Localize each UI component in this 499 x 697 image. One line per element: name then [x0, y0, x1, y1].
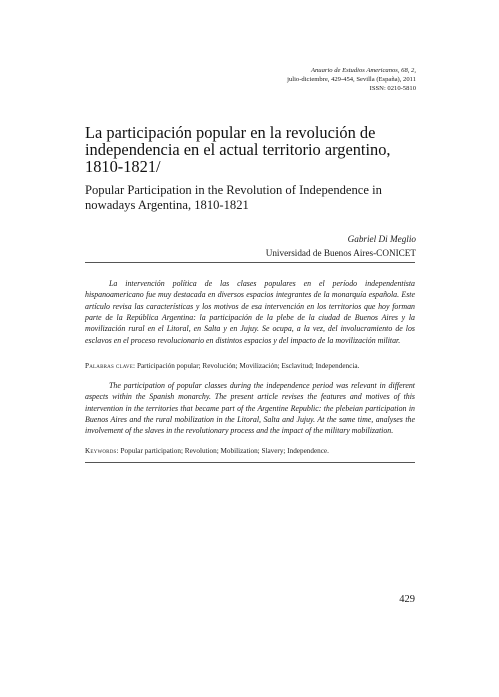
- keywords-spanish-label: Palabras clave:: [85, 362, 136, 370]
- abstract-english: [85, 380, 415, 437]
- author-block: [156, 232, 416, 260]
- article-title-spanish: La participación popular en la revolución de independencia en el actual territorio argentino, 1810-1821/: [85, 123, 391, 176]
- abstract-english-text: The participation of popular classes during the independence period was relevant in different aspects within the Spanish monarchy. The present article revises the features and motives of this intervention in the territories that became part of the Argentine Republic: the plebeian participation in Buenos Aires and the rural mobilization in the Litoral, Salta and Jujuy. At the same time, analyses the involvement of the slaves in the revolutionary process and the impact of the military mobilization.: [85, 381, 415, 436]
- keywords-english-label: Keywords:: [85, 447, 119, 455]
- abstract-spanish-text: La intervención política de las clases populares en el período independentista hispanoamericano fue muy destacada en diversos espacios integrantes de la monarquía española. Este artículo revisa las características y los motivos de esa intervención en los territorios que hoy forman parte de la República Argentina: la participación de la plebe de la ciudad de Buenos Aires y la movilización rural en el Litoral, en Salta y en Jujuy. Se ocupa, a la vez, del involucramiento de los esclavos en el proceso revolucionario en distintos espacios y del impacto de la movilización militar.: [85, 279, 415, 345]
- keywords-spanish-terms: Participación popular; Revolución; Movilización; Esclavitud; Independencia.: [136, 362, 360, 370]
- journal-dates-pages: julio-diciembre, 429-454, Sevilla (España), 2011: [287, 76, 416, 83]
- keywords-english: [85, 446, 415, 456]
- author-name: Gabriel Di Meglio: [347, 234, 416, 244]
- keywords-spanish: [85, 361, 415, 371]
- abstract-spanish: [85, 278, 415, 346]
- journal-name-volume: Anuario de Estudios Americanos, 68, 2,: [310, 67, 416, 74]
- top-divider: [85, 262, 415, 263]
- keywords-english-terms: Popular participation; Revolution; Mobilization; Slavery; Independence.: [120, 447, 329, 455]
- bottom-divider: [85, 462, 415, 463]
- article-title-english: Popular Participation in the Revolution of Independence in nowadays Argentina, 1810-1821: [85, 183, 382, 212]
- author-affiliation: Universidad de Buenos Aires-CONICET: [265, 248, 416, 258]
- journal-citation: [156, 66, 416, 93]
- page-number: 429: [399, 594, 415, 605]
- journal-issn: ISSN: 0210-5810: [369, 85, 416, 92]
